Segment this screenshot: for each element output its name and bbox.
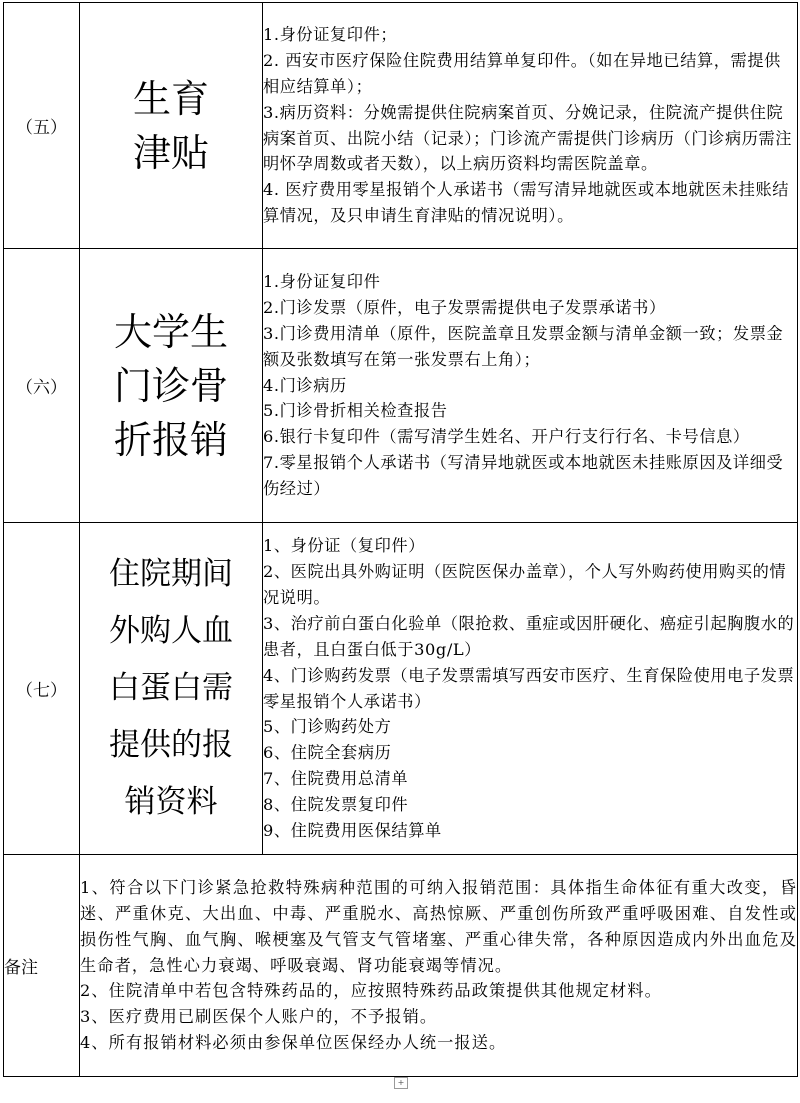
remark-item: 1、符合以下门诊紧急抢救特殊病种范围的可纳入报销范围：具体指生命体征有重大改变，昏迷、严重休克、大出血、中毒、严重脱水、高热惊厥、严重创伤所致严重呼吸困难、自发性或损伤性气胸、血气胸、喉梗塞及气管支气管堵塞、严重心律失常，各种原因造成内外出血危及生命者，急性心力衰竭、呼吸衰竭、肾功能衰竭等情况。 (80, 877, 797, 975)
row-title-line: 提供的报 (109, 727, 233, 763)
table-row-7 (4, 523, 798, 855)
list-item: 3.病历资料：分娩需提供住院病案首页、分娩记录，住院流产提供住院病案首页、出院小结（记录）；门诊流产需提供门诊病历（门诊病历需注明怀孕周数或者天数），以上病历资料均需医院盖章。 (263, 102, 793, 174)
row-title-line: 折报销 (113, 417, 228, 462)
list-item: 2.门诊发票（原件，电子发票需提供电子发票承诺书） (263, 297, 666, 317)
remark-item: 4、所有报销材料必须由参保单位医保经办人统一报送。 (80, 1033, 507, 1053)
remarks-content (80, 855, 798, 1077)
remark-item: 3、医疗费用已刷医保个人账户的，不予报销。 (80, 1007, 438, 1027)
list-item: 1.身份证复印件； (263, 24, 398, 44)
remark-item: 2、住院清单中若包含特殊药品的，应按照特殊药品政策提供其他规定材料。 (80, 981, 662, 1001)
list-item: 5.门诊骨折相关检查报告 (263, 401, 448, 421)
list-item: 2、医院出具外购证明（医院医保办盖章），个人写外购药使用购买的情况说明。 (263, 561, 787, 607)
row-items (263, 249, 798, 523)
remarks-label: 备注 (4, 855, 80, 1077)
row-title-line: 销资料 (124, 784, 218, 820)
row-title-line: 白蛋白需 (109, 670, 233, 706)
list-item: 6.银行卡复印件（需写清学生姓名、开户行支行行名、卡号信息） (263, 427, 750, 447)
list-item: 3、治疗前白蛋白化验单（限抢救、重症或因肝硬化、癌症引起胸腹水的患者，且白蛋白低于30g/L） (263, 613, 795, 659)
table-row-remarks (4, 855, 798, 1077)
row-items (263, 3, 798, 249)
row-items (263, 523, 798, 855)
list-item: 5、门诊购药处方 (263, 717, 392, 737)
list-item: 4. 医疗费用零星报销个人承诺书（需写清异地就医或本地就医未挂账结算情况，及只申请生育津贴的情况说明）。 (263, 180, 790, 226)
list-item: 6、住院全套病历 (263, 743, 392, 763)
list-item: 3.门诊费用清单（原件，医院盖章且发票金额与清单金额一致；发票金额及张数填写在第一张发票右上角）； (263, 323, 784, 369)
reimbursement-materials-table (3, 2, 798, 1077)
row-title-line: 住院期间 (109, 556, 233, 592)
row-number: （六） (4, 249, 80, 523)
table-row-6 (4, 249, 798, 523)
row-title-line: 门诊骨 (113, 363, 228, 408)
table-row-5 (4, 3, 798, 249)
list-item: 7、住院费用总清单 (263, 769, 409, 789)
row-number: （五） (4, 3, 80, 249)
list-item: 4、门诊购药发票（电子发票需填写西安市医疗、生育保险使用电子发票零星报销个人承诺书） (263, 665, 795, 711)
list-item: 2. 西安市医疗保险住院费用结算单复印件。（如在异地已结算，需提供相应结算单）； (263, 50, 781, 96)
list-item: 1.身份证复印件 (263, 271, 381, 291)
list-item: 9、住院费用医保结算单 (263, 821, 442, 841)
row-title-line: 津贴 (132, 130, 209, 175)
row-title (80, 3, 263, 249)
row-title-line: 大学生 (113, 309, 228, 354)
list-item: 8、住院发票复印件 (263, 795, 409, 815)
row-title-line: 生育 (132, 76, 209, 121)
list-item: 1、身份证（复印件） (263, 536, 425, 556)
row-number: （七） (4, 523, 80, 855)
row-title (80, 523, 263, 855)
row-title-line: 外购人血 (109, 613, 233, 649)
paragraph-mark-icon: + (394, 1077, 408, 1089)
list-item: 4.门诊病历 (263, 375, 347, 395)
row-title (80, 249, 263, 523)
list-item: 7.零星报销个人承诺书（写清异地就医或本地就医未挂账原因及详细受伤经过） (263, 453, 784, 499)
